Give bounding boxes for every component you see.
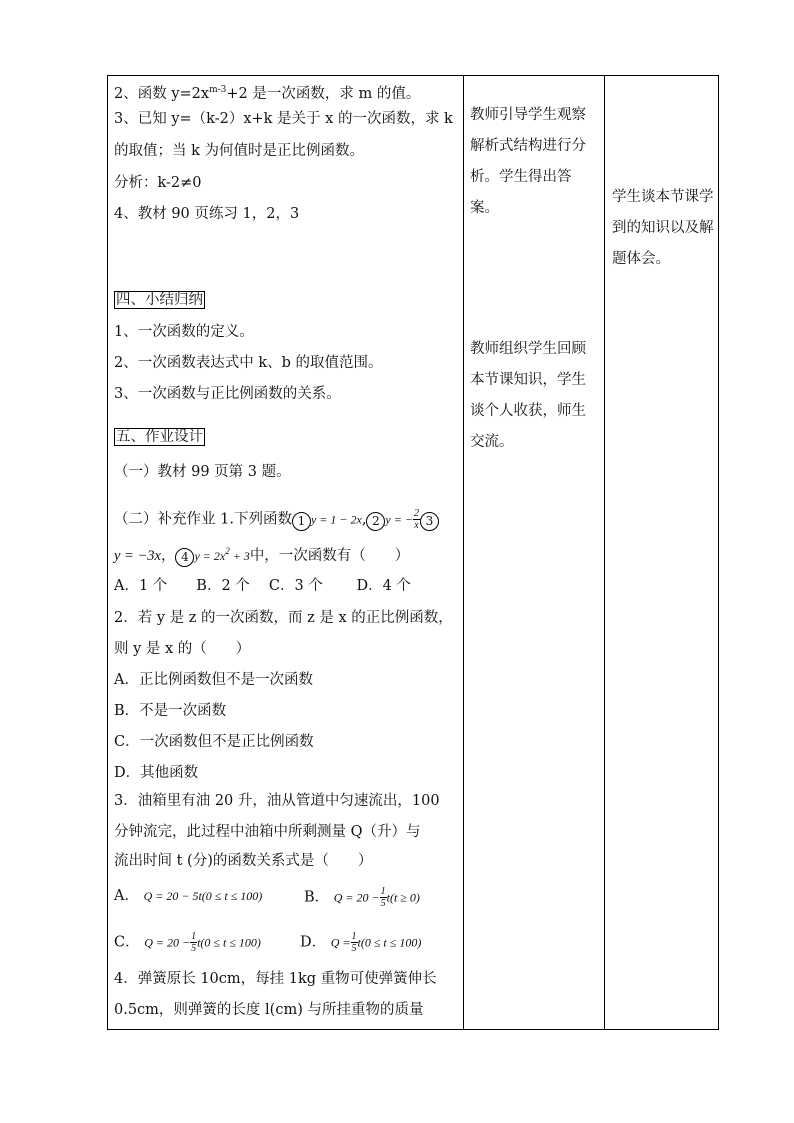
teacher-note-2: 教师组织学生回顾本节课知识，学生谈个人收获，师生交流。 <box>470 341 586 450</box>
homework-2-line2: y = −3x， 4 $y = 2x^2 + 3$中，一次函数有（ ） <box>114 541 409 567</box>
question-3-line1: 3．油箱里有油 20 升，油从管道中匀速流出，100 <box>114 793 440 809</box>
exercise-3-line2: 的取值；当 k 为何值时是正比例函数。 <box>114 143 365 159</box>
question-4-line1: 4．弹簧原长 10cm，每挂 1kg 重物可使弹簧伸长 <box>114 971 437 987</box>
summary-item-2: 2、一次函数表达式中 k、b 的取值范围。 <box>114 355 383 371</box>
question-4-line2: 0.5cm，则弹簧的长度 l(cm) 与所挂重物的质量 <box>114 1002 424 1018</box>
homework-1: （一）教材 99 页第 3 题。 <box>114 464 291 480</box>
question-3-option-d: D． Q = $\frac{1}{5}$ t(0 ≤ t ≤ 100) <box>300 931 422 954</box>
homework-2-line1: （二）补充作业 1.下列函数 1 y = 1 − 2x, 2 y = − $\frac{2}{x}$ 3 <box>114 508 439 531</box>
summary-item-1: 1、一次函数的定义。 <box>114 324 254 340</box>
teacher-note-1: 教师引导学生观察解析式结构进行分析。学生得出答案。 <box>470 107 586 216</box>
question-3-option-a: A． Q = 20 − 5t(0 ≤ t ≤ 100) <box>114 888 263 904</box>
exercise-4: 4、教材 90 页练习 1，2，3 <box>114 206 300 222</box>
column-divider-2 <box>604 76 605 1029</box>
question-1-options: A．1 个 B．2 个 C．3 个 D．4 个 <box>114 578 411 594</box>
question-2-option-c: C．一次函数但不是正比例函数 <box>114 734 314 750</box>
question-2-option-d: D．其他函数 <box>114 765 199 781</box>
exercise-3-line1: 3、已知 y=（k-2）x+k 是关于 x 的一次函数，求 k <box>114 111 453 127</box>
analysis-line: 分析：k-2≠0 <box>114 175 202 191</box>
question-2-line2: 则 y 是 x 的（ ） <box>114 641 251 657</box>
question-3-line2: 分钟流完，此过程中油箱中所剩测量 Q（升）与 <box>114 824 421 840</box>
question-2-option-a: A．正比例函数但不是一次函数 <box>114 672 313 688</box>
question-2-line1: 2．若 y 是 z 的一次函数，而 z 是 x 的正比例函数， <box>114 610 453 626</box>
question-3-option-c: C． Q = 20 − $\frac{1}{5}$ t(0 ≤ t ≤ 100) <box>114 931 261 954</box>
question-3-option-b: B． Q = 20 − $\frac{1}{5}$ t(t ≥ 0) <box>304 886 420 909</box>
summary-item-3: 3、一次函数与正比例函数的关系。 <box>114 386 341 402</box>
column-divider-1 <box>463 76 464 1029</box>
section-heading-summary: 四、小结归纳 <box>116 292 203 308</box>
exercise-2: 2、函数 $y=2x^{m-3}+2$ 是一次函数，求 m 的值。 <box>114 85 421 102</box>
question-3-line3: 流出时间 t (分)的函数关系式是（ ） <box>114 853 373 869</box>
section-heading-homework: 五、作业设计 <box>116 429 203 445</box>
lesson-plan-table <box>107 75 719 1030</box>
question-2-option-b: B．不是一次函数 <box>114 703 227 719</box>
student-note-1: 学生谈本节课学到的知识以及解题体会。 <box>612 189 714 267</box>
